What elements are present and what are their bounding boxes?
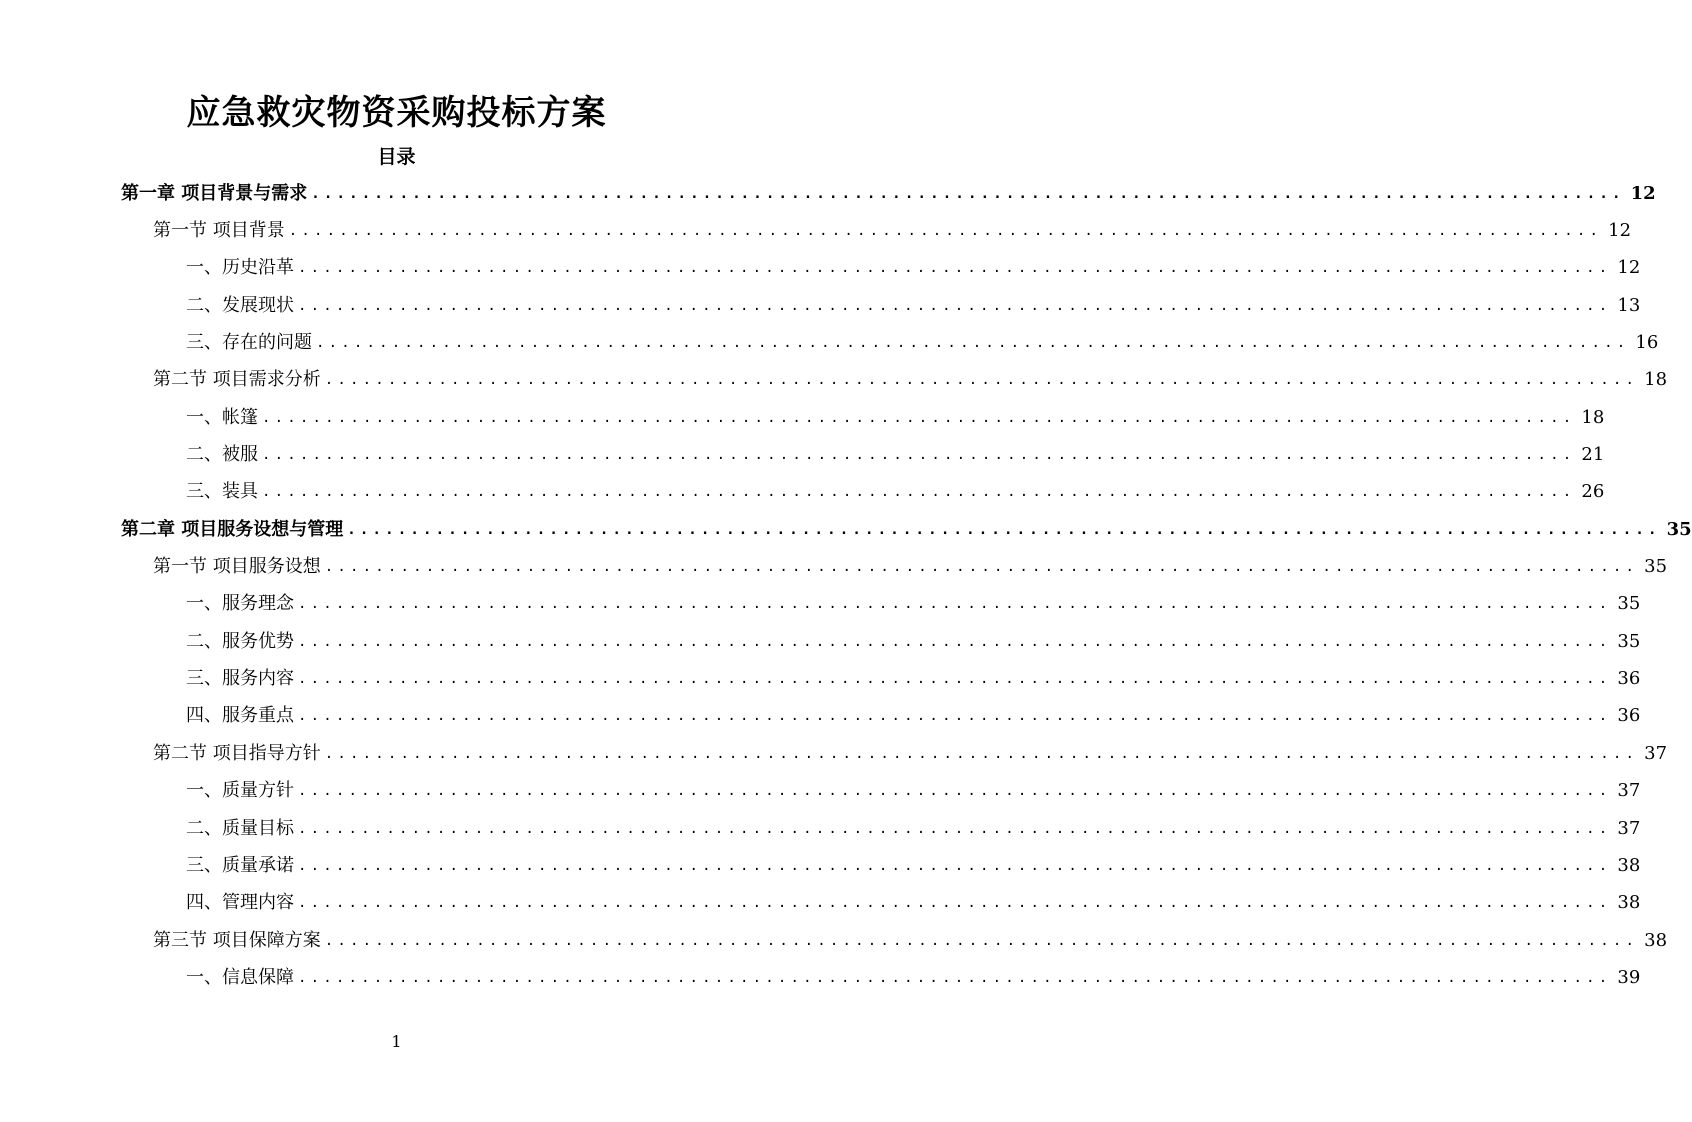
toc-entry[interactable] (0, 773, 1641, 810)
toc-entry-page: 35 (1617, 593, 1641, 615)
toc-entry[interactable] (0, 586, 1641, 623)
toc-entry[interactable] (0, 250, 1641, 287)
toc-entry[interactable] (0, 511, 1692, 548)
toc-entry-page: 36 (1617, 705, 1641, 727)
toc-entry[interactable] (0, 175, 1656, 212)
toc-dot-leader: ........................................................................................................ (324, 372, 1639, 389)
toc-entry[interactable] (0, 399, 1605, 436)
toc-entry[interactable] (0, 548, 1668, 585)
toc-entry-title: 第二章 项目服务设想与管理 (121, 518, 344, 540)
toc-entry[interactable] (0, 362, 1668, 399)
toc-dot-leader: ........................................................................................................ (324, 745, 1639, 762)
toc-entry[interactable] (0, 212, 1632, 249)
toc-entry[interactable] (0, 922, 1668, 959)
toc-entry-title: 一、帐篷 (186, 406, 258, 428)
toc-entry-title: 第一节 项目服务设想 (153, 556, 321, 578)
toc-entry-title: 三、服务内容 (186, 668, 294, 690)
toc-entry-title: 第二节 项目需求分析 (153, 369, 321, 391)
toc-entry-title: 第一章 项目背景与需求 (121, 182, 308, 204)
table-of-contents (0, 175, 1692, 997)
toc-entry-page: 39 (1617, 966, 1641, 988)
toc-entry-page: 35 (1644, 556, 1668, 578)
toc-dot-leader: ........................................................................................................ (324, 559, 1639, 576)
toc-dot-leader: ........................................................................................................ (288, 223, 1603, 240)
toc-dot-leader: ........................................................................................................ (298, 260, 1612, 277)
toc-entry[interactable] (0, 959, 1641, 996)
toc-entry[interactable] (0, 436, 1605, 473)
toc-dot-leader: ........................................................................................................ (262, 409, 1576, 426)
toc-dot-leader: ........................................................................................................ (262, 447, 1576, 464)
toc-entry-title: 二、发展现状 (186, 294, 294, 316)
toc-dot-leader: ........................................................................................................ (298, 297, 1612, 314)
toc-dot-leader: ........................................................................................................ (298, 671, 1612, 688)
toc-entry[interactable] (0, 810, 1641, 847)
toc-entry-page: 13 (1617, 294, 1641, 316)
toc-entry-page: 35 (1617, 630, 1641, 652)
toc-entry-page: 26 (1581, 481, 1605, 503)
toc-entry-title: 一、质量方针 (186, 780, 294, 802)
toc-entry-page: 18 (1581, 406, 1605, 428)
toc-entry-page: 38 (1617, 854, 1641, 876)
toc-entry-page: 36 (1617, 668, 1641, 690)
page-number: 1 (391, 1032, 402, 1051)
toc-entry-title: 第二节 项目指导方针 (153, 742, 321, 764)
toc-entry-title: 二、质量目标 (186, 817, 294, 839)
toc-dot-leader: ........................................................................................................ (347, 521, 1661, 538)
toc-dot-leader: ........................................................................................................ (298, 708, 1612, 725)
toc-entry-page: 18 (1644, 369, 1668, 391)
toc-dot-leader: ........................................................................................................ (298, 895, 1612, 912)
toc-entry-page: 37 (1644, 742, 1668, 764)
toc-entry-title: 三、装具 (186, 481, 258, 503)
toc-entry-title: 一、历史沿革 (186, 257, 294, 279)
toc-entry[interactable] (0, 847, 1641, 884)
toc-entry-page: 12 (1617, 257, 1641, 279)
toc-entry[interactable] (0, 698, 1641, 735)
toc-dot-leader: ........................................................................................................ (324, 932, 1639, 949)
toc-entry-page: 21 (1581, 444, 1605, 466)
toc-entry[interactable] (0, 623, 1641, 660)
toc-dot-leader: ........................................................................................................ (316, 335, 1630, 352)
toc-entry[interactable] (0, 324, 1659, 361)
toc-entry-title: 三、质量承诺 (186, 854, 294, 876)
toc-dot-leader: ........................................................................................................ (298, 857, 1612, 874)
toc-entry-title: 四、服务重点 (186, 705, 294, 727)
toc-entry[interactable] (0, 735, 1668, 772)
toc-dot-leader: ........................................................................................................ (311, 185, 1625, 202)
toc-dot-leader: ........................................................................................................ (298, 783, 1612, 800)
toc-dot-leader: ........................................................................................................ (298, 596, 1612, 613)
toc-entry-title: 二、服务优势 (186, 630, 294, 652)
toc-entry-page: 12 (1630, 182, 1656, 204)
toc-entry[interactable] (0, 660, 1641, 697)
toc-entry-title: 四、管理内容 (186, 892, 294, 914)
toc-entry-title: 第三节 项目保障方案 (153, 929, 321, 951)
toc-entry-page: 35 (1666, 518, 1692, 540)
toc-heading: 目录 (377, 146, 416, 168)
toc-entry-title: 第一节 项目背景 (153, 220, 285, 242)
toc-entry-page: 37 (1617, 817, 1641, 839)
toc-entry-title: 三、存在的问题 (186, 332, 312, 354)
toc-entry-page: 38 (1644, 929, 1668, 951)
toc-entry[interactable] (0, 287, 1641, 324)
toc-entry-page: 12 (1608, 220, 1632, 242)
toc-dot-leader: ........................................................................................................ (298, 820, 1612, 837)
toc-entry-title: 一、服务理念 (186, 593, 294, 615)
toc-dot-leader: ........................................................................................................ (262, 484, 1576, 501)
toc-entry[interactable] (0, 885, 1641, 922)
toc-entry-page: 38 (1617, 892, 1641, 914)
toc-entry[interactable] (0, 474, 1605, 511)
toc-entry-page: 37 (1617, 780, 1641, 802)
document-title: 应急救灾物资采购投标方案 (186, 93, 607, 133)
toc-entry-title: 二、被服 (186, 444, 258, 466)
toc-entry-title: 一、信息保障 (186, 966, 294, 988)
toc-entry-page: 16 (1635, 332, 1659, 354)
toc-dot-leader: ........................................................................................................ (298, 969, 1612, 986)
toc-dot-leader: ........................................................................................................ (298, 633, 1612, 650)
